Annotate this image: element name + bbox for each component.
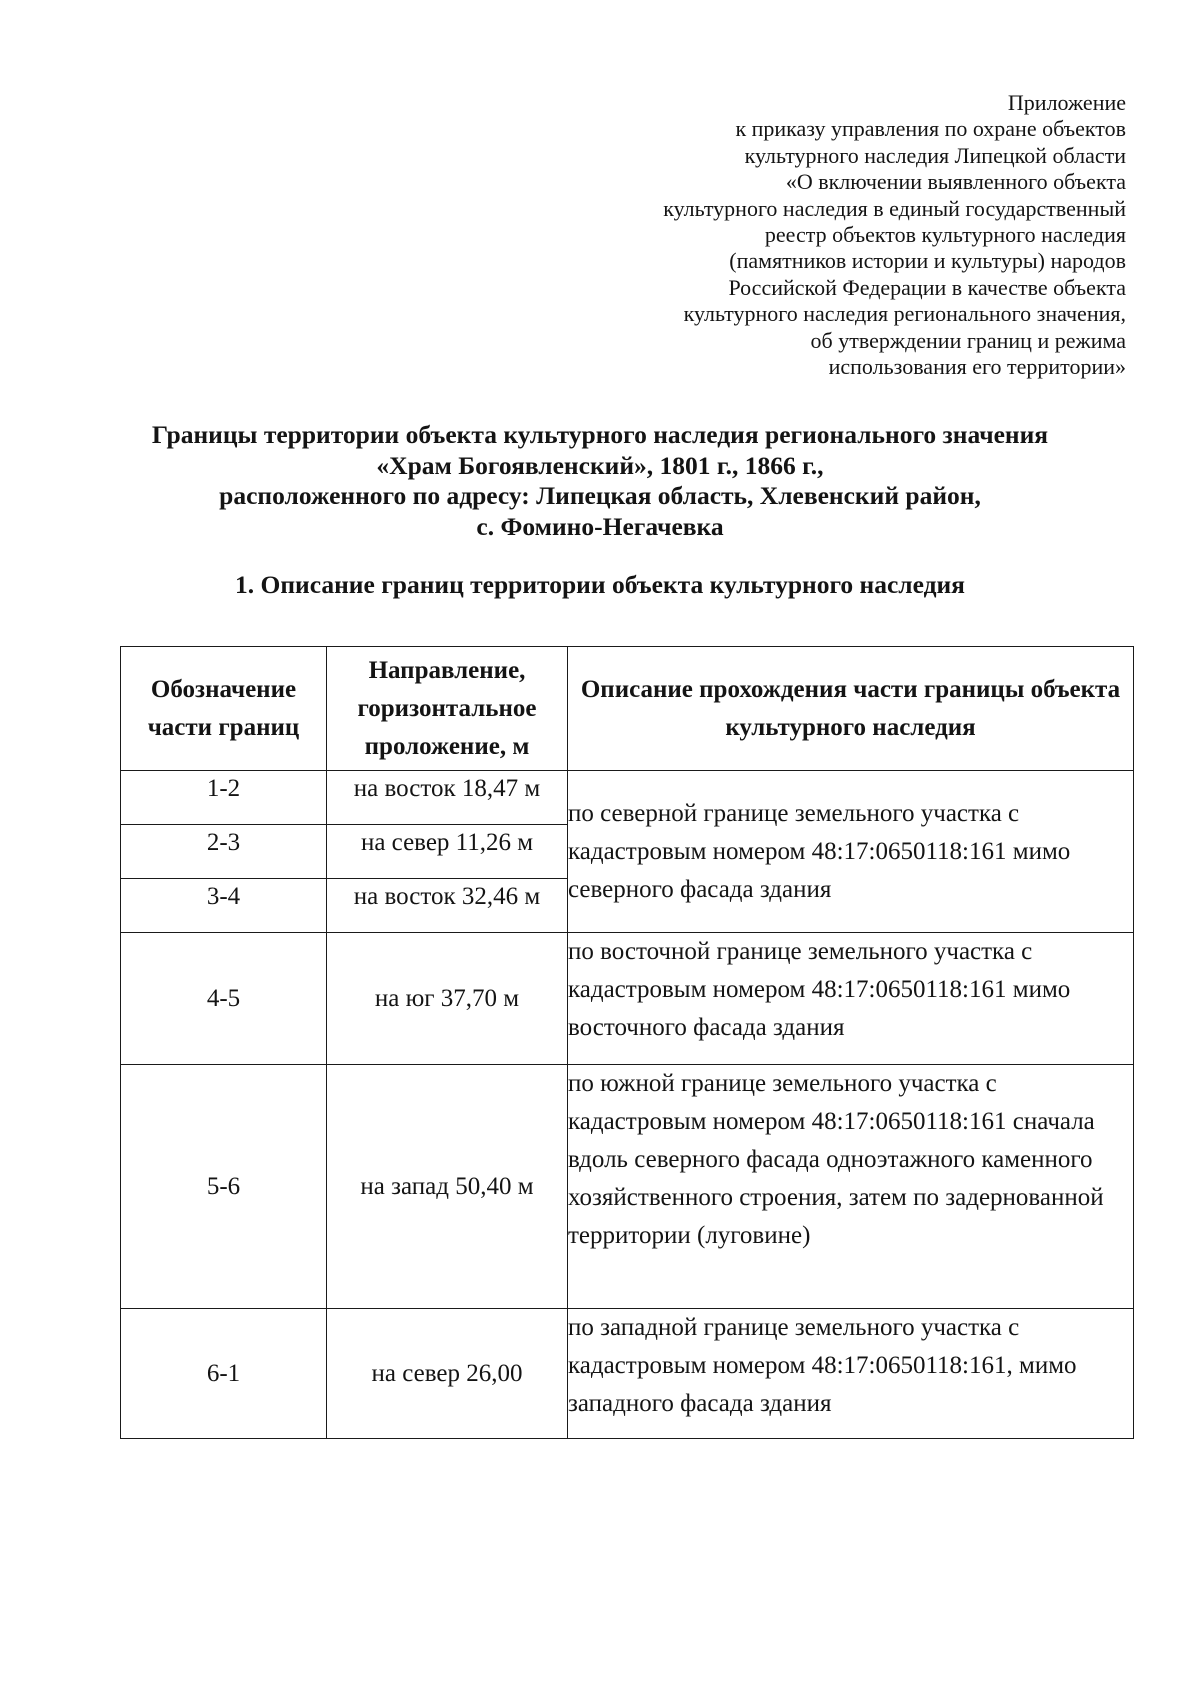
annex-line: об утверждении границ и режима — [810, 327, 1126, 353]
table-row — [121, 1065, 1134, 1309]
direction-cell: на север 11,26 м — [327, 825, 568, 879]
segment-id-cell: 1-2 — [121, 771, 327, 825]
description-cell: по западной границе земельного участка с кадастровым номером 48:17:0650118:161, мимо западного фасада здания — [568, 1309, 1134, 1439]
segment-id-cell: 5-6 — [121, 1065, 327, 1309]
table-row — [121, 1309, 1134, 1439]
segment-id-cell: 2-3 — [121, 825, 327, 879]
direction-cell: на запад 50,40 м — [327, 1065, 568, 1309]
annex-line: Приложение — [1007, 90, 1126, 115]
title-line: расположенного по адресу: Липецкая область, Хлевенский район, — [219, 481, 981, 510]
header-direction: Направление, горизонтальное проложение, м — [327, 647, 568, 771]
segment-id-cell: 4-5 — [121, 933, 327, 1065]
annex-line: Российской Федерации в качестве объекта — [728, 274, 1126, 300]
direction-cell: на север 26,00 — [327, 1309, 568, 1439]
annex-line: реестр объектов культурного наследия — [764, 222, 1126, 248]
header-segment-id: Обозначение части границ — [121, 647, 327, 771]
annex-line: культурного наследия в единый государственный — [663, 195, 1126, 221]
annex-line: «О включении выявленного объекта — [785, 169, 1126, 195]
direction-cell: на юг 37,70 м — [327, 933, 568, 1065]
header-description: Описание прохождения части границы объекта культурного наследия — [568, 647, 1134, 771]
description-cell: по северной границе земельного участка с кадастровым номером 48:17:0650118:161 мимо северного фасада здания — [568, 771, 1134, 933]
annex-line: культурного наследия Липецкой области — [744, 142, 1126, 168]
direction-cell: на восток 32,46 м — [327, 879, 568, 933]
description-cell: по восточной границе земельного участка с кадастровым номером 48:17:0650118:161 мимо восточного фасада здания — [568, 933, 1134, 1065]
annex-line: к приказу управления по охране объектов — [735, 116, 1126, 142]
table-header-row — [121, 647, 1134, 771]
boundaries-table — [120, 646, 1134, 1439]
segment-id-cell: 3-4 — [121, 879, 327, 933]
annex-block — [566, 90, 1126, 380]
description-cell: по южной границе земельного участка с кадастровым номером 48:17:0650118:161 сначала вдоль северного фасада одноэтажного каменного хозяйственного строения, затем по задернованной территории (луговине) — [568, 1065, 1134, 1309]
segment-id-cell: 6-1 — [121, 1309, 327, 1439]
direction-cell: на восток 18,47 м — [327, 771, 568, 825]
table-row — [121, 771, 1134, 825]
title-line: «Храм Богоявленский», 1801 г., 1866 г., — [376, 450, 824, 480]
table-row — [121, 933, 1134, 1065]
section-title: 1. Описание границ территории объекта культурного наследия — [235, 570, 965, 599]
annex-line: (памятников истории и культуры) народов — [729, 248, 1126, 274]
annex-line: использования его территории» — [828, 354, 1126, 380]
annex-line: культурного наследия регионального значения, — [683, 301, 1126, 327]
document-title — [60, 420, 1140, 542]
title-line: с. Фомино-Негачевка — [476, 511, 724, 541]
title-line: Границы территории объекта культурного наследия регионального значения — [151, 420, 1049, 449]
